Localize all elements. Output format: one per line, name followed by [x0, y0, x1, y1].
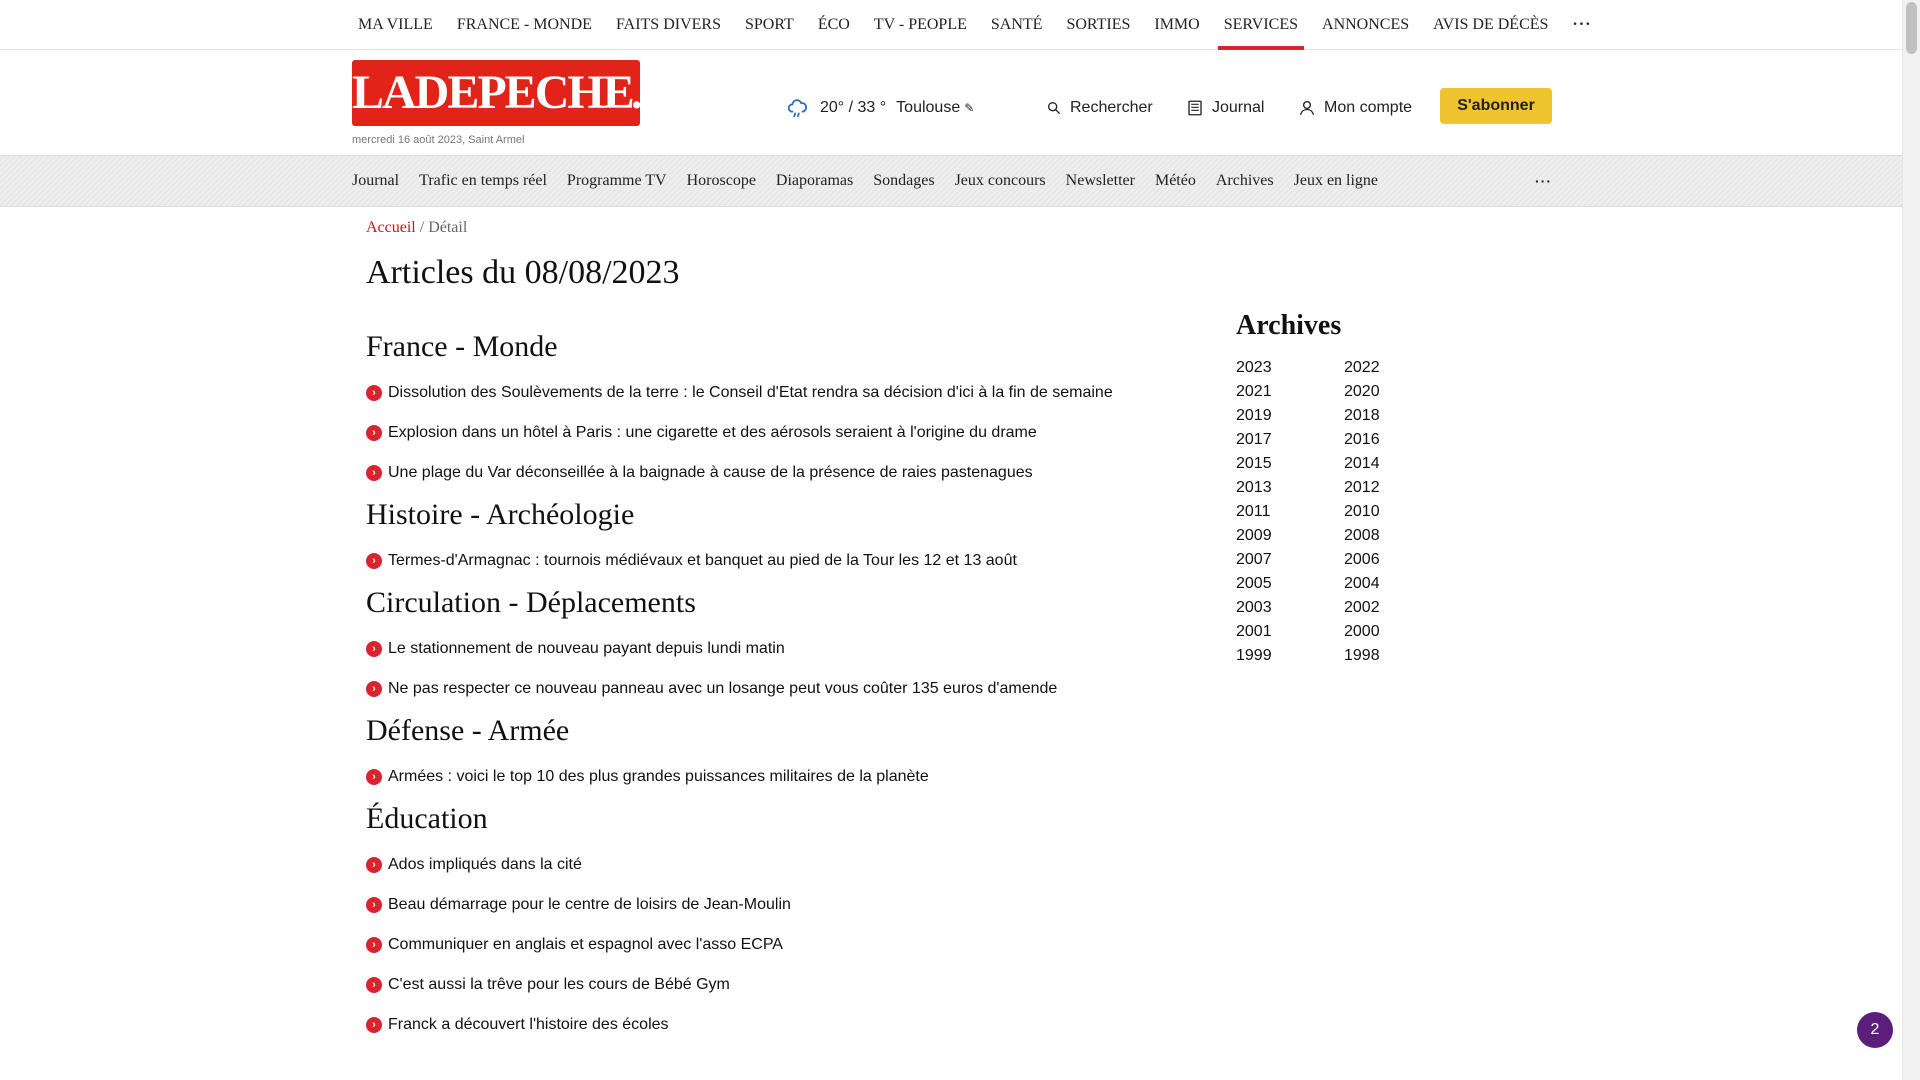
edit-pencil-icon[interactable]: ✎ — [964, 101, 975, 115]
archive-year-link[interactable]: 2011 — [1236, 503, 1271, 520]
chevron-right-icon: › — [366, 937, 382, 953]
section-france-monde — [366, 325, 1146, 493]
article-link[interactable] — [366, 757, 1146, 797]
section-article-list — [366, 373, 1146, 493]
topnav-item-immo[interactable]: IMMO — [1154, 16, 1200, 33]
chevron-right-icon: › — [366, 897, 382, 913]
archive-year-link[interactable]: 2010 — [1344, 503, 1380, 520]
weather-city: Toulouse — [896, 99, 961, 116]
article-link[interactable] — [366, 541, 1146, 581]
archive-year-link[interactable]: 2007 — [1236, 551, 1272, 568]
site-logo[interactable] — [352, 60, 676, 126]
topnav-more-button[interactable]: ··· — [1572, 16, 1592, 33]
topnav-item-eco[interactable]: ÉCO — [817, 16, 850, 33]
topnav-item-faits-divers[interactable]: FAITS DIVERS — [615, 16, 721, 33]
archive-year-link[interactable]: 2018 — [1344, 407, 1380, 424]
cloud-rain-icon — [786, 97, 808, 119]
section-article-list — [366, 541, 1146, 581]
article-link[interactable] — [366, 885, 1146, 925]
topnav-item-services[interactable]: SERVICES — [1218, 0, 1304, 50]
archive-year-link[interactable]: 2020 — [1344, 383, 1380, 400]
topnav-item-sorties[interactable]: SORTIES — [1066, 16, 1131, 33]
account-label: Mon compte — [1324, 99, 1413, 116]
article-link[interactable] — [366, 453, 1146, 493]
article-title: Termes-d'Armagnac : tournois médiévaux et banquet au pied de la Tour les 12 et 13 août — [388, 552, 1017, 569]
subnav-item-archives[interactable]: Archives — [1215, 172, 1274, 189]
article-title: Explosion dans un hôtel à Paris : une cigarette et des aérosols seraient à l'origine du drame — [388, 424, 1037, 441]
topnav-item-sport[interactable]: SPORT — [744, 16, 794, 33]
chevron-right-icon: › — [366, 425, 382, 441]
topnav-item-france-monde[interactable]: FRANCE - MONDE — [456, 16, 592, 33]
subnav-item-jeux-en-ligne[interactable]: Jeux en ligne — [1293, 172, 1379, 189]
section-article-list — [366, 845, 1146, 1045]
archive-year-link[interactable]: 2016 — [1344, 431, 1380, 448]
breadcrumb-separator: / — [415, 219, 429, 236]
subnav-item-jeux-concours[interactable]: Jeux concours — [954, 172, 1046, 189]
search-label: Rechercher — [1070, 99, 1153, 116]
chevron-right-icon: › — [366, 465, 382, 481]
topnav-item-ma-ville[interactable]: MA VILLE — [358, 16, 433, 33]
subnav-item-newsletter[interactable]: Newsletter — [1065, 172, 1135, 189]
subnav-item-trafic-en-temps-reel[interactable]: Trafic en temps réel — [419, 172, 547, 189]
archives-year-grid — [1236, 358, 1476, 666]
article-link[interactable] — [366, 1005, 1146, 1045]
section-histoire-archeologie — [366, 493, 1146, 581]
journal-label: Journal — [1212, 99, 1265, 116]
section-title: France - Monde — [366, 330, 558, 363]
archive-year-link[interactable]: 1999 — [1236, 647, 1272, 664]
newspaper-icon — [1186, 99, 1204, 117]
archive-year-link[interactable]: 2006 — [1344, 551, 1380, 568]
breadcrumb-home-link[interactable]: Accueil — [366, 219, 416, 236]
archive-year-link[interactable]: 2014 — [1344, 455, 1380, 472]
scrollbar-thumb[interactable] — [1906, 2, 1917, 54]
logo-main-text: LADEPECHE — [352, 66, 633, 119]
more-services-button[interactable]: ··· — [1535, 173, 1552, 189]
chevron-right-icon: › — [366, 1017, 382, 1033]
page-title: Articles du 08/08/2023 — [366, 254, 680, 291]
article-link[interactable] — [366, 373, 1146, 413]
archive-year-link[interactable]: 2013 — [1236, 479, 1272, 496]
user-icon — [1298, 99, 1316, 117]
chevron-right-icon: › — [366, 681, 382, 697]
archive-year-link[interactable]: 2021 — [1236, 383, 1272, 400]
article-title: Dissolution des Soulèvements de la terre : le Conseil d'Etat rendra sa décision d'ici à la fin de semaine — [388, 384, 1113, 401]
search-icon — [1046, 100, 1062, 116]
article-title: Ados impliqués dans la cité — [388, 856, 582, 873]
subnav-item-meteo[interactable]: Météo — [1154, 172, 1196, 189]
archive-year-link[interactable]: 2012 — [1344, 479, 1380, 496]
notification-badge[interactable]: 2 — [1857, 1012, 1893, 1048]
search-button[interactable] — [1046, 96, 1153, 120]
subnav-item-programme-tv[interactable]: Programme TV — [566, 172, 667, 189]
logo-suffix-text: .fr — [632, 69, 676, 118]
account-button[interactable] — [1298, 96, 1412, 120]
archives-sidebar — [1236, 310, 1476, 666]
article-link[interactable] — [366, 925, 1146, 965]
archive-year-link[interactable]: 2003 — [1236, 599, 1272, 616]
weather-widget[interactable] — [786, 96, 974, 120]
section-title: Éducation — [366, 802, 488, 835]
article-link[interactable] — [366, 845, 1146, 885]
section-circulation-deplacements — [366, 581, 1146, 709]
page-scrollbar[interactable] — [1902, 0, 1920, 1080]
chevron-right-icon: › — [366, 553, 382, 569]
archive-year-link[interactable]: 2000 — [1344, 623, 1380, 640]
article-link[interactable] — [366, 629, 1146, 669]
archive-year-link[interactable]: 1998 — [1344, 647, 1380, 664]
section-article-list — [366, 629, 1146, 709]
services-nav-list — [352, 156, 1398, 206]
breadcrumb — [366, 219, 467, 237]
chevron-right-icon: › — [366, 641, 382, 657]
article-link[interactable] — [366, 669, 1146, 709]
article-title: C'est aussi la trêve pour les cours de Bébé Gym — [388, 976, 730, 993]
article-link[interactable] — [366, 965, 1146, 1005]
topnav-item-tv-people[interactable]: TV - PEOPLE — [873, 16, 967, 33]
dateline: mercredi 16 août 2023, Saint Armel — [352, 134, 525, 146]
chevron-right-icon: › — [366, 769, 382, 785]
article-title: Une plage du Var déconseillée à la baignade à cause de la présence de raies pastenagues — [388, 464, 1033, 481]
archive-year-link[interactable]: 2002 — [1344, 599, 1380, 616]
chevron-right-icon: › — [366, 857, 382, 873]
chevron-right-icon: › — [366, 977, 382, 993]
archive-year-link[interactable]: 2023 — [1236, 359, 1272, 376]
article-title: Armées : voici le top 10 des plus grandes puissances militaires de la planète — [388, 768, 929, 785]
archive-year-link[interactable]: 2009 — [1236, 527, 1272, 544]
archive-year-link[interactable]: 2008 — [1344, 527, 1380, 544]
archives-title: Archives — [1236, 310, 1342, 341]
articles-list — [366, 325, 1146, 1045]
article-title: Beau démarrage pour le centre de loisirs de Jean-Moulin — [388, 896, 791, 913]
archive-year-link[interactable]: 2019 — [1236, 407, 1272, 424]
subnav-item-horoscope[interactable]: Horoscope — [686, 172, 756, 189]
subnav-item-journal[interactable]: Journal — [352, 172, 400, 189]
subnav-item-sondages[interactable]: Sondages — [873, 172, 935, 189]
archive-year-link[interactable]: 2017 — [1236, 431, 1272, 448]
services-nav — [0, 155, 1902, 207]
archive-year-link[interactable]: 2005 — [1236, 575, 1272, 592]
top-section-nav — [0, 0, 1902, 50]
archive-year-link[interactable]: 2001 — [1236, 623, 1272, 640]
breadcrumb-current: Détail — [428, 219, 468, 236]
archive-year-link[interactable]: 2015 — [1236, 455, 1272, 472]
archive-year-link[interactable]: 2004 — [1344, 575, 1380, 592]
topnav-item-avis-de-deces[interactable]: AVIS DE DÉCÈS — [1433, 16, 1549, 33]
topnav-item-sante[interactable]: SANTÉ — [990, 16, 1043, 33]
top-section-nav-list — [352, 0, 1609, 50]
section-title: Circulation - Déplacements — [366, 586, 696, 619]
section-article-list — [366, 757, 1146, 797]
section-title: Défense - Armée — [366, 714, 570, 747]
section-title: Histoire - Archéologie — [366, 498, 635, 531]
chevron-right-icon: › — [366, 385, 382, 401]
weather-temperature: 20° / 33 ° — [820, 99, 887, 116]
section-defense-armee — [366, 709, 1146, 797]
archive-year-link[interactable]: 2022 — [1344, 359, 1380, 376]
section-education — [366, 797, 1146, 1045]
article-title: Communiquer en anglais et espagnol avec l'asso ECPA — [388, 936, 783, 953]
article-link[interactable] — [366, 413, 1146, 453]
article-title: Ne pas respecter ce nouveau panneau avec un losange peut vous coûter 135 euros d'amende — [388, 680, 1058, 697]
subnav-item-diaporamas[interactable]: Diaporamas — [775, 172, 854, 189]
subscribe-button[interactable]: S'abonner — [1440, 88, 1552, 124]
site-header — [0, 50, 1902, 154]
article-title: Franck a découvert l'histoire des écoles — [388, 1016, 669, 1033]
article-title: Le stationnement de nouveau payant depuis lundi matin — [388, 640, 785, 657]
journal-button[interactable] — [1186, 96, 1264, 120]
topnav-item-annonces[interactable]: ANNONCES — [1322, 16, 1410, 33]
